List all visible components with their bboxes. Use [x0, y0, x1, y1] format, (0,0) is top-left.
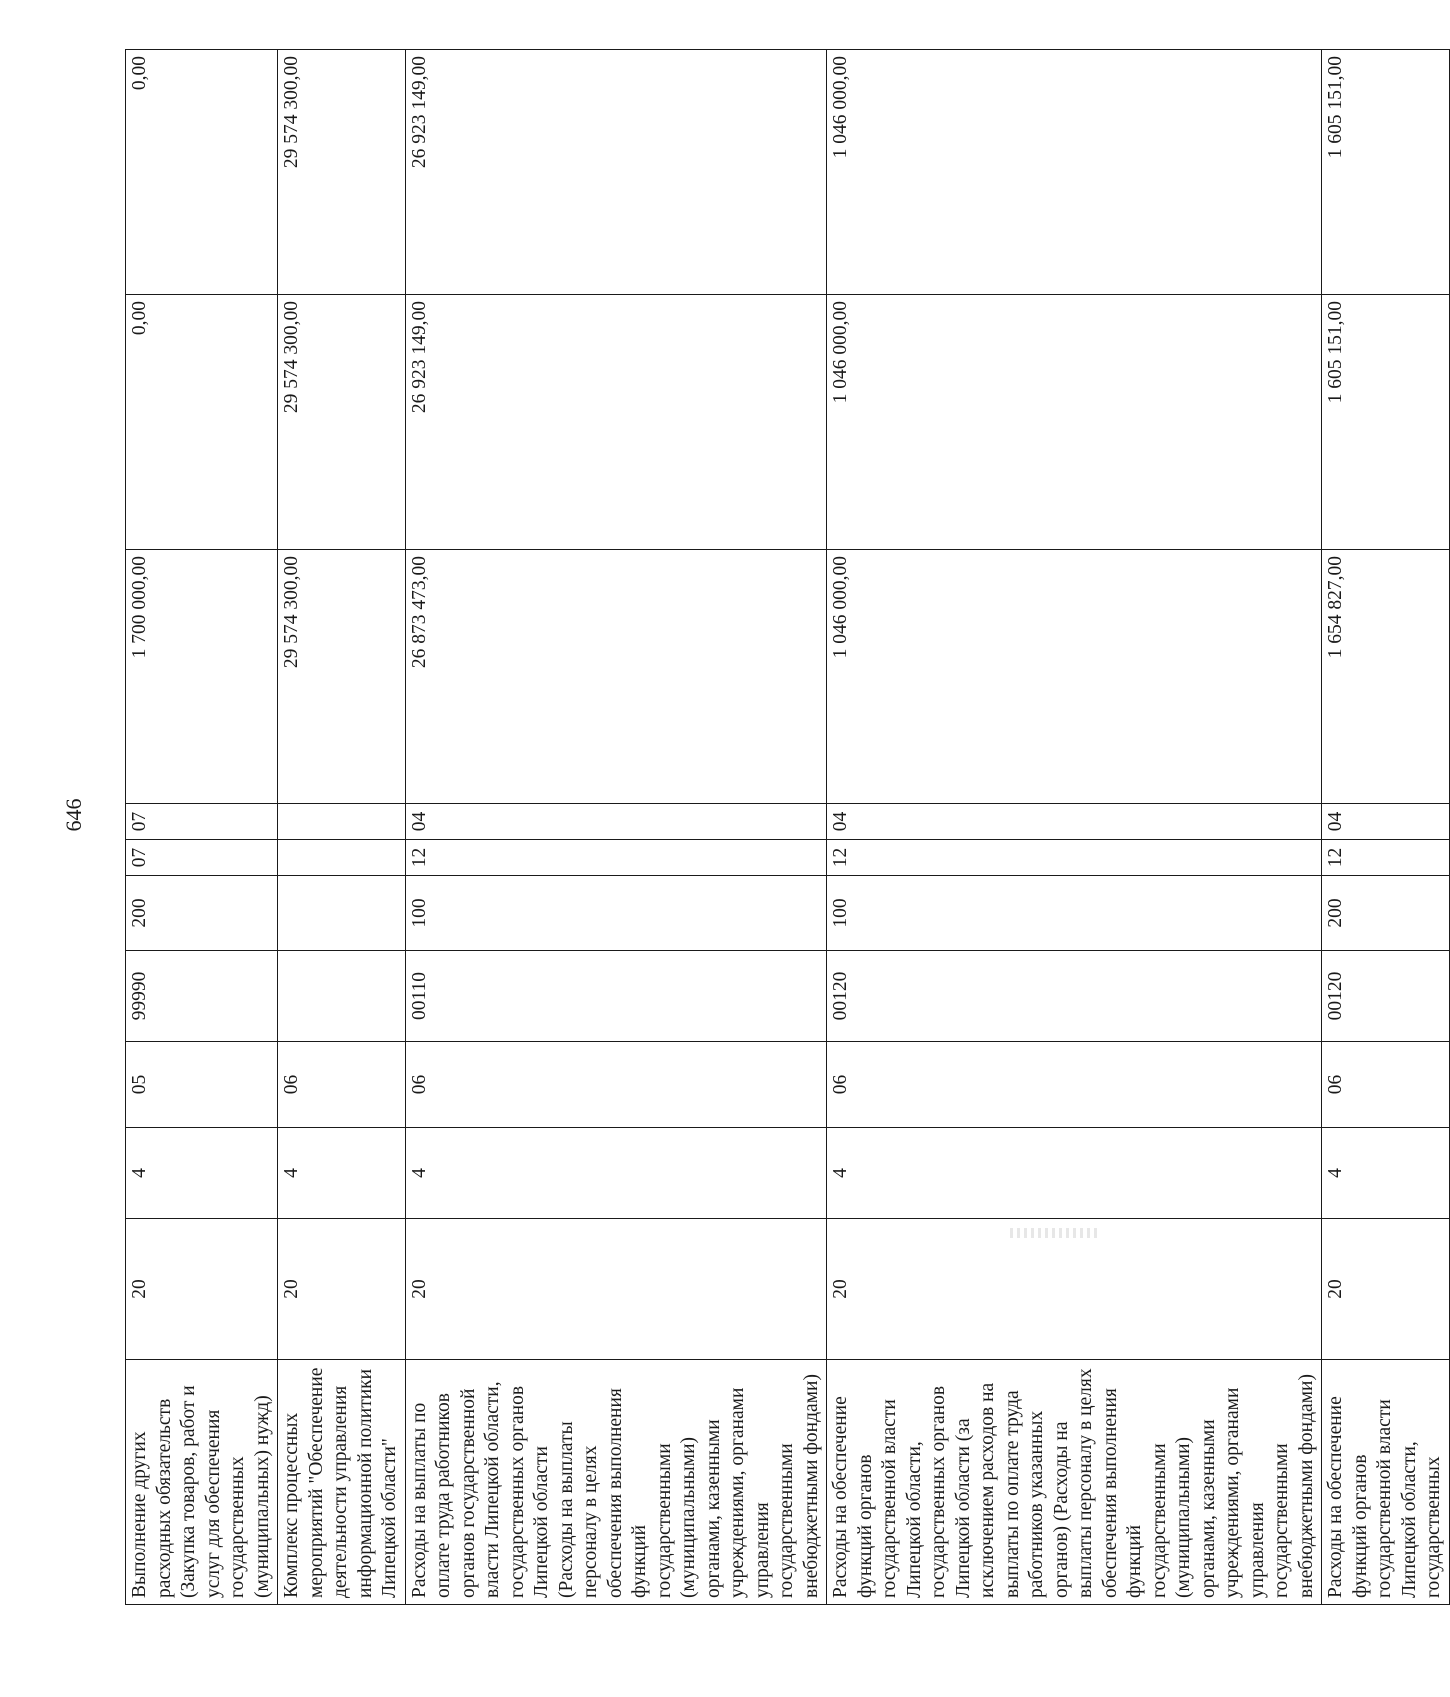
amount-3: 1 605 151,00	[1322, 50, 1450, 295]
code-target: 00120	[1322, 951, 1450, 1042]
code-admin: 20	[827, 1219, 1322, 1360]
amount-3: 1 046 000,00	[827, 50, 1322, 295]
amount-2: 1 605 151,00	[1322, 295, 1450, 550]
row-name: Комплекс процессных мероприятий "Обеспечение деятельности управления информационной политики Липецкой области"	[278, 1360, 406, 1605]
row-name: Расходы на обеспечение функций органов государственной власти Липецкой области, государственных	[1322, 1360, 1450, 1605]
rotated-content	[61, 50, 1444, 1605]
table-row	[1322, 50, 1450, 1605]
table-row	[827, 50, 1322, 1605]
code-expense-type: 200	[126, 876, 278, 951]
code-subprogram: 06	[827, 1042, 1322, 1128]
page-number: 646	[61, 798, 86, 832]
code-subsection: 04	[405, 804, 827, 840]
amount-2: 0,00	[126, 295, 278, 550]
code-expense-type	[278, 876, 406, 951]
code-target: 99990	[126, 951, 278, 1042]
row-name: Расходы на выплаты по оплате труда работников органов государственной власти Липецкой области, государственных органов Липецкой области (Расходы на выплаты персоналу в целях обеспечения выполнения функций государственными (муниципальными) органами, казенными учреждениями, органами управления государственными внебюджетными фондами)	[405, 1360, 827, 1605]
amount-1: 1 700 000,00	[126, 550, 278, 804]
amount-1: 1 046 000,00	[827, 550, 1322, 804]
code-subprogram: 06	[1322, 1042, 1450, 1128]
amount-1: 1 654 827,00	[1322, 550, 1450, 804]
code-program: 4	[126, 1128, 278, 1219]
code-subprogram: 06	[405, 1042, 827, 1128]
code-expense-type: 200	[1322, 876, 1450, 951]
code-target: 00120	[827, 951, 1322, 1042]
amount-2: 26 923 149,00	[405, 295, 827, 550]
code-admin: 20	[126, 1219, 278, 1360]
code-program: 4	[1322, 1128, 1450, 1219]
code-subsection	[278, 804, 406, 840]
code-subsection: 04	[827, 804, 1322, 840]
table-row	[126, 50, 278, 1605]
code-expense-type: 100	[405, 876, 827, 951]
code-admin: 20	[405, 1219, 827, 1360]
amount-1: 29 574 300,00	[278, 550, 406, 804]
code-section: 12	[1322, 840, 1450, 876]
code-subprogram: 05	[126, 1042, 278, 1128]
table-row	[278, 50, 406, 1605]
code-section	[278, 840, 406, 876]
amount-2: 1 046 000,00	[827, 295, 1322, 550]
code-section: 12	[405, 840, 827, 876]
amount-3: 0,00	[126, 50, 278, 295]
code-admin: 20	[1322, 1219, 1450, 1360]
code-section: 12	[827, 840, 1322, 876]
budget-table	[125, 49, 1450, 1605]
table-row	[405, 50, 827, 1605]
code-subsection: 07	[126, 804, 278, 840]
code-subprogram: 06	[278, 1042, 406, 1128]
amount-3: 29 574 300,00	[278, 50, 406, 295]
code-target	[278, 951, 406, 1042]
code-program: 4	[405, 1128, 827, 1219]
amount-3: 26 923 149,00	[405, 50, 827, 295]
code-admin: 20	[278, 1219, 406, 1360]
amount-1: 26 873 473,00	[405, 550, 827, 804]
row-name: Расходы на обеспечение функций органов государственной власти Липецкой области, государственных органов Липецкой области (за исключением расходов на выплаты по оплате труда работников указанных органов) (Расходы на выплаты персоналу в целях обеспечения выполнения функций государственными (муниципальными) органами, казенными учреждениями, органами управления государственными внебюджетными фондами)	[827, 1360, 1322, 1605]
row-name: Выполнение других расходных обязательств (Закупка товаров, работ и услуг для обеспечения государственных (муниципальных) нужд)	[126, 1360, 278, 1605]
code-subsection: 04	[1322, 804, 1450, 840]
code-program: 4	[827, 1128, 1322, 1219]
code-expense-type: 100	[827, 876, 1322, 951]
code-program: 4	[278, 1128, 406, 1219]
amount-2: 29 574 300,00	[278, 295, 406, 550]
code-target: 00110	[405, 951, 827, 1042]
code-section: 07	[126, 840, 278, 876]
